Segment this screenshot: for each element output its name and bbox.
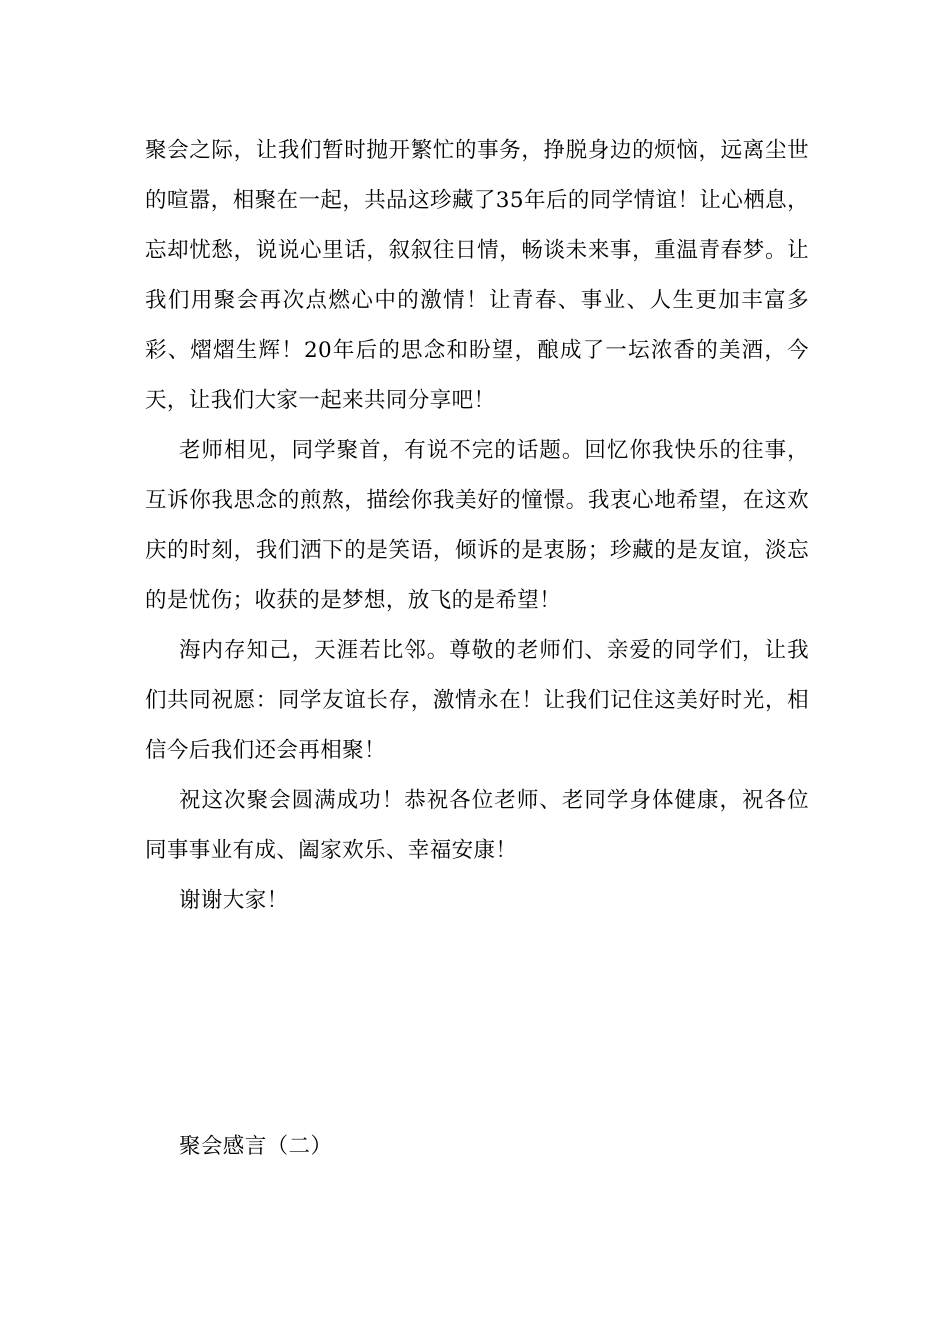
section-heading: 聚会感言（二） [179, 1134, 333, 1159]
paragraph-opening: 聚会之际，让我们暂时抛开繁忙的事务，挣脱身边的烦恼，远离尘世的喧嚣，相聚在一起，共品这珍藏了35年后的同学情谊！让心栖息，忘却忧愁，说说心里话，叙叙往日情，畅谈未来事，重温青春梦。让我们用聚会再次点燃心中的激情！让青春、事业、人生更加丰富多彩、熠熠生辉！20年后的思念和盼望，酿成了一坛浓香的美酒，今天，让我们大家一起来共同分享吧！ [145, 138, 809, 413]
paragraph-thanks: 谢谢大家！ [179, 888, 289, 913]
document-body [145, 126, 809, 926]
paragraph-blessing: 祝这次聚会圆满成功！恭祝各位老师、老同学身体健康，祝各位同事事业有成、阖家欢乐、幸福安康！ [145, 788, 809, 863]
paragraph-wishes: 海内存知己，天涯若比邻。尊敬的老师们、亲爱的同学们，让我们共同祝愿：同学友谊长存，激情永在！让我们记住这美好时光，相信今后我们还会再相聚！ [145, 638, 809, 763]
paragraph-reunion: 老师相见，同学聚首，有说不完的话题。回忆你我快乐的往事，互诉你我思念的煎熬，描绘你我美好的憧憬。我衷心地希望，在这欢庆的时刻，我们洒下的是笑语，倾诉的是衷肠；珍藏的是友谊，淡忘的是忧伤；收获的是梦想，放飞的是希望！ [145, 438, 809, 613]
